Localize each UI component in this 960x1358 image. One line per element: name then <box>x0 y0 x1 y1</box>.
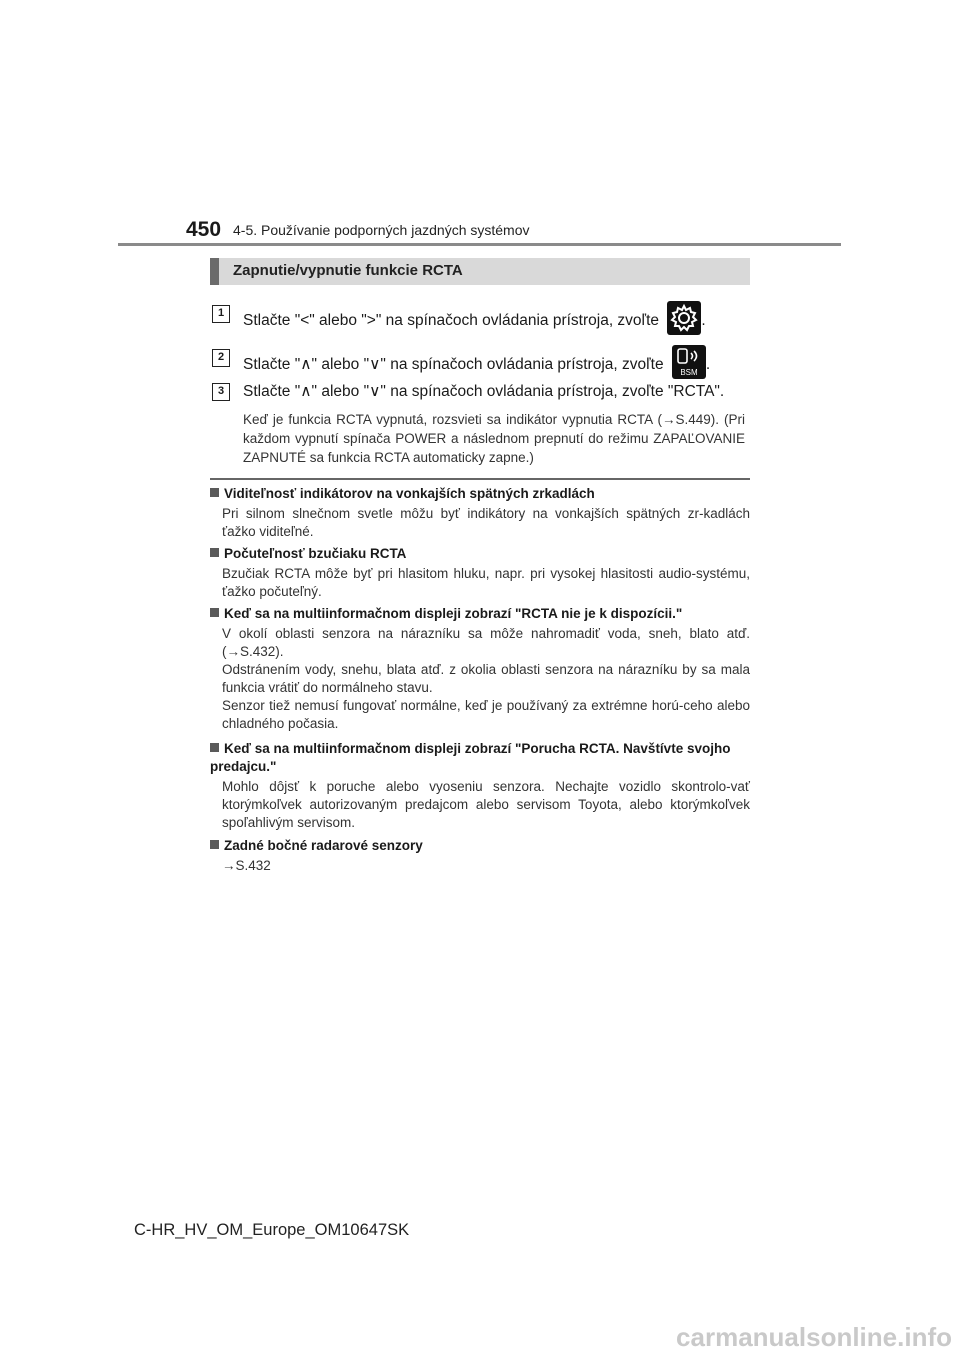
bsm-icon-label: BSM <box>680 368 698 377</box>
footer-doc-id: C-HR_HV_OM_Europe_OM10647SK <box>134 1221 410 1239</box>
info-block <box>210 740 750 832</box>
info-block <box>210 837 750 875</box>
step-number: 1 <box>212 305 230 323</box>
info-block-title: Počuteľnosť bzučiaku RCTA <box>210 545 750 563</box>
step-note: Keď je funkcia RCTA vypnutá, rozsvieti sa indikátor vypnutia RCTA (→S.449). (Pri každom vypnutí spínača POWER a následnom prepnutí do režimu ZAPAĽOVANIE ZAPNUTÉ sa funkcia RCTA automaticky zapne.) <box>243 412 745 465</box>
section-divider <box>210 478 750 480</box>
info-block-title: Keď sa na multiinformačnom displeji zobrazí "RCTA nie je k dispozícii." <box>210 605 750 623</box>
step-text-main: Stlačte "<" alebo ">" na spínačoch ovládania prístroja, zvoľte <box>243 312 659 330</box>
info-block-body: Bzučiak RCTA môže byť pri hlasitom hluku, napr. pri vysokej hlasitosti audio-systému, ťažko počuteľný. <box>222 566 750 599</box>
info-block <box>210 605 750 733</box>
square-bullet-icon <box>210 488 219 497</box>
step-text-main: Stlačte "∧" alebo "∨" na spínačoch ovládania prístroja, zvoľte "RCTA". <box>243 383 725 400</box>
info-block-body: V okolí oblasti senzora na nárazníku sa môže nahromadiť voda, sneh, blato atď. (→S.432). Odstránením vody, snehu, blata atď. z okolia oblasti senzora na nárazníku by sa mala funkcia vrátiť do normálneho stavu. Senzor tiež nemusí fungovať normálne, keď je používaný za extrémne horú-ceho alebo chladného počasia. <box>222 626 750 731</box>
step-number: 2 <box>212 349 230 367</box>
info-block-body: Pri silnom slnečnom svetle môžu byť indikátory na vonkajších spätných zr-kadlách ťažko viditeľné. <box>222 506 750 539</box>
step-text-end: . <box>705 356 711 374</box>
square-bullet-icon <box>210 743 219 752</box>
info-block <box>210 485 750 541</box>
step-text <box>243 304 706 338</box>
header-rule <box>118 243 841 246</box>
square-bullet-icon <box>210 840 219 849</box>
step-number: 3 <box>212 383 230 401</box>
chapter-title: 4-5. Používanie podporných jazdných systémov <box>233 222 530 238</box>
section-heading <box>210 258 750 285</box>
info-block-body: →S.432 <box>222 858 271 873</box>
square-bullet-icon <box>210 608 219 617</box>
step-text-main: Stlačte "∧" alebo "∨" na spínačoch ovládania prístroja, zvoľte <box>243 356 664 374</box>
square-bullet-icon <box>210 548 219 557</box>
page-number: 450 <box>186 218 222 241</box>
watermark: carmanualsonline.info <box>676 1322 952 1352</box>
info-block-title: Viditeľnosť indikátorov na vonkajších spätných zrkadlách <box>210 485 750 503</box>
gear-icon <box>667 301 701 335</box>
step-text <box>243 382 724 401</box>
section-title: Zapnutie/vypnutie funkcie RCTA <box>233 262 463 279</box>
info-block-body: Mohlo dôjsť k poruche alebo vyoseniu senzora. Nechajte vozidlo skontrolo-vať ktorýmkoľvek autorizovaným predajcom alebo servisom Toyota, alebo ktorýmkoľvek spoľahlivým servisom. <box>222 779 750 830</box>
step-text <box>243 348 710 382</box>
info-block <box>210 545 750 601</box>
step-text-end: . <box>701 312 706 330</box>
bsm-icon <box>672 345 706 379</box>
info-block-title: Keď sa na multiinformačnom displeji zobrazí "Porucha RCTA. Navštívte svojho predajcu." <box>210 741 731 774</box>
info-block-title: Zadné bočné radarové senzory <box>210 837 750 855</box>
